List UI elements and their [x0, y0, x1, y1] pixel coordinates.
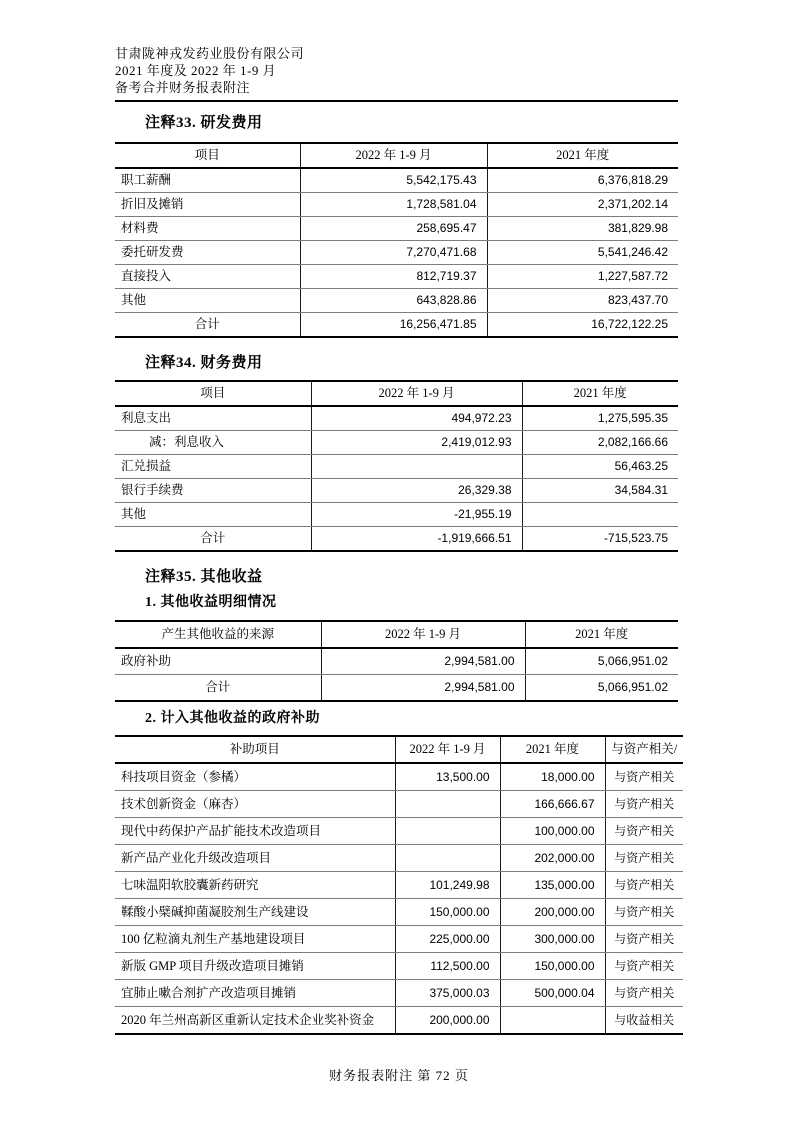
table-cell: 新产品产业化升级改造项目 — [115, 845, 395, 872]
table-cell: 16,722,122.25 — [487, 313, 678, 338]
table-cell: 鞣酸小檗碱抑菌凝胶剂生产线建设 — [115, 899, 395, 926]
table-cell: 与资产相关 — [605, 980, 683, 1007]
table-cell — [395, 791, 500, 818]
financial-expenses-table — [115, 380, 678, 552]
rd-expenses-table — [115, 142, 678, 338]
column-header: 2022 年 1-9 月 — [321, 621, 525, 648]
column-header: 2021 年度 — [522, 381, 678, 406]
table-cell: 2020 年兰州高新区重新认定技术企业奖补资金 — [121, 1012, 375, 1027]
note34-heading: 注释34. 财务费用 — [145, 355, 263, 371]
table-cell: 7,270,471.68 — [300, 241, 487, 265]
table-cell: 56,463.25 — [522, 455, 678, 479]
table-row — [115, 953, 683, 980]
table-cell: 5,066,951.02 — [525, 675, 678, 702]
column-header: 项目 — [115, 381, 311, 406]
page-footer: 财务报表附注 第 72 页 — [329, 1068, 469, 1083]
table-cell: 101,249.98 — [395, 872, 500, 899]
table-row — [115, 527, 678, 552]
table-cell: 2,994,581.00 — [321, 675, 525, 702]
column-header: 2022 年 1-9 月 — [300, 143, 487, 168]
column-header: 2022 年 1-9 月 — [395, 736, 500, 763]
table-cell: 375,000.03 — [395, 980, 500, 1007]
table-row — [115, 648, 678, 675]
table-cell: 5,542,175.43 — [300, 168, 487, 193]
other-income-detail-heading: 1. 其他收益明细情况 — [145, 595, 277, 610]
table-row — [115, 980, 683, 1007]
table-row — [115, 406, 678, 431]
government-grants-table — [115, 735, 683, 1035]
column-header: 与资产相关/ — [605, 736, 683, 763]
table-cell: 折旧及摊销 — [115, 193, 300, 217]
table-cell: 150,000.00 — [500, 953, 605, 980]
table-cell: 与资产相关 — [605, 791, 683, 818]
column-header: 2021 年度 — [487, 143, 678, 168]
column-header: 2022 年 1-9 月 — [311, 381, 522, 406]
table-cell: 现代中药保护产品扩能技术改造项目 — [115, 818, 395, 845]
table-cell: 100,000.00 — [500, 818, 605, 845]
table-cell: 494,972.23 — [311, 406, 522, 431]
table-cell: 新版 GMP 项目升级改造项目摊销 — [115, 953, 395, 980]
table-cell: 34,584.31 — [522, 479, 678, 503]
table-row — [115, 479, 678, 503]
table-cell: 与资产相关 — [605, 953, 683, 980]
table-cell: 与资产相关 — [605, 899, 683, 926]
table-cell: 16,256,471.85 — [300, 313, 487, 338]
header-divider — [115, 100, 678, 102]
table-cell: 5,066,951.02 — [525, 648, 678, 675]
table-cell: 135,000.00 — [500, 872, 605, 899]
table-cell: 258,695.47 — [300, 217, 487, 241]
table-row — [115, 926, 683, 953]
table-row — [115, 217, 678, 241]
table-cell: 500,000.04 — [500, 980, 605, 1007]
column-header: 2021 年度 — [500, 736, 605, 763]
table-row — [115, 431, 678, 455]
table-cell: 2,419,012.93 — [311, 431, 522, 455]
table-row — [115, 899, 683, 926]
table-cell: 与资产相关 — [605, 763, 683, 791]
table-cell: 合计 — [194, 317, 220, 331]
table-cell: 利息支出 — [115, 406, 311, 431]
table-cell: 2,082,166.66 — [522, 431, 678, 455]
table-row — [115, 675, 678, 702]
table-cell: 宜肺止嗽合剂扩产改造项目摊销 — [115, 980, 395, 1007]
table-row — [115, 763, 683, 791]
table-cell — [395, 818, 500, 845]
note35-heading: 注释35. 其他收益 — [145, 569, 263, 585]
table-cell: 150,000.00 — [395, 899, 500, 926]
table-cell: 委托研发费 — [115, 241, 300, 265]
table-cell: 职工薪酬 — [115, 168, 300, 193]
table-row — [115, 818, 683, 845]
table-cell: 26,329.38 — [311, 479, 522, 503]
table-cell: 225,000.00 — [395, 926, 500, 953]
table-row — [115, 1007, 683, 1035]
table-cell: 七味温阳软胶囊新药研究 — [115, 872, 395, 899]
company-name: 甘肃陇神戎发药业股份有限公司 — [115, 46, 305, 61]
table-cell: 643,828.86 — [300, 289, 487, 313]
table-cell: 政府补助 — [115, 648, 321, 675]
table-cell: 300,000.00 — [500, 926, 605, 953]
table-cell: 技术创新资金（麻杏） — [115, 791, 395, 818]
government-grant-heading: 2. 计入其他收益的政府补助 — [145, 711, 320, 726]
table-cell: 112,500.00 — [395, 953, 500, 980]
column-header: 补助项目 — [115, 736, 395, 763]
table-row — [115, 193, 678, 217]
table-cell: 减：利息收入 — [115, 431, 311, 455]
table-row — [115, 845, 683, 872]
note33-heading: 注释33. 研发费用 — [145, 115, 263, 131]
table-cell: 13,500.00 — [395, 763, 500, 791]
header-row — [115, 143, 678, 168]
table-cell: 200,000.00 — [500, 899, 605, 926]
table-cell — [522, 503, 678, 527]
table-cell: 汇兑损益 — [115, 455, 311, 479]
table-row — [115, 265, 678, 289]
table-cell: 1,275,595.35 — [522, 406, 678, 431]
table-cell: 2,994,581.00 — [321, 648, 525, 675]
table-row — [115, 168, 678, 193]
header-row — [115, 736, 683, 763]
table-cell: 2,371,202.14 — [487, 193, 678, 217]
table-cell: 1,728,581.04 — [300, 193, 487, 217]
table-cell — [395, 845, 500, 872]
table-cell — [500, 1007, 605, 1035]
table-row — [115, 455, 678, 479]
report-period: 2021 年度及 2022 年 1-9 月 — [115, 63, 277, 78]
table-cell: 与资产相关 — [605, 926, 683, 953]
table-cell: 银行手续费 — [115, 479, 311, 503]
document-header — [115, 45, 683, 96]
table-cell: 200,000.00 — [395, 1007, 500, 1035]
table-row — [115, 289, 678, 313]
table-cell: 合计 — [205, 680, 231, 694]
table-cell: 其他 — [115, 503, 311, 527]
document-title: 备考合并财务报表附注 — [115, 80, 251, 95]
table-row — [115, 241, 678, 265]
table-cell: 812,719.37 — [300, 265, 487, 289]
header-row — [115, 381, 678, 406]
table-cell: 材料费 — [115, 217, 300, 241]
table-cell: 166,666.67 — [500, 791, 605, 818]
table-cell: 6,376,818.29 — [487, 168, 678, 193]
table-cell: 100 亿粒滴丸剂生产基地建设项目 — [115, 926, 395, 953]
table-cell: 1,227,587.72 — [487, 265, 678, 289]
table-cell: 与资产相关 — [605, 872, 683, 899]
table-cell: 5,541,246.42 — [487, 241, 678, 265]
table-cell: 381,829.98 — [487, 217, 678, 241]
table-row — [115, 503, 678, 527]
table-cell: 其他 — [115, 289, 300, 313]
column-header: 2021 年度 — [525, 621, 678, 648]
other-income-table — [115, 620, 678, 702]
header-row — [115, 621, 678, 648]
table-cell: -21,955.19 — [311, 503, 522, 527]
table-cell: 202,000.00 — [500, 845, 605, 872]
table-cell: 与资产相关 — [605, 818, 683, 845]
table-row — [115, 791, 683, 818]
table-cell: 与资产相关 — [605, 845, 683, 872]
table-cell: 与收益相关 — [605, 1007, 683, 1035]
column-header: 产生其他收益的来源 — [115, 621, 321, 648]
table-cell: -715,523.75 — [522, 527, 678, 552]
table-cell: 18,000.00 — [500, 763, 605, 791]
table-row — [115, 872, 683, 899]
table-cell: -1,919,666.51 — [311, 527, 522, 552]
table-cell: 823,437.70 — [487, 289, 678, 313]
table-cell: 科技项目资金（参橘） — [115, 763, 395, 791]
column-header: 项目 — [115, 143, 300, 168]
table-row — [115, 313, 678, 338]
table-cell — [311, 455, 522, 479]
table-cell: 合计 — [200, 531, 226, 545]
table-cell: 直接投入 — [115, 265, 300, 289]
